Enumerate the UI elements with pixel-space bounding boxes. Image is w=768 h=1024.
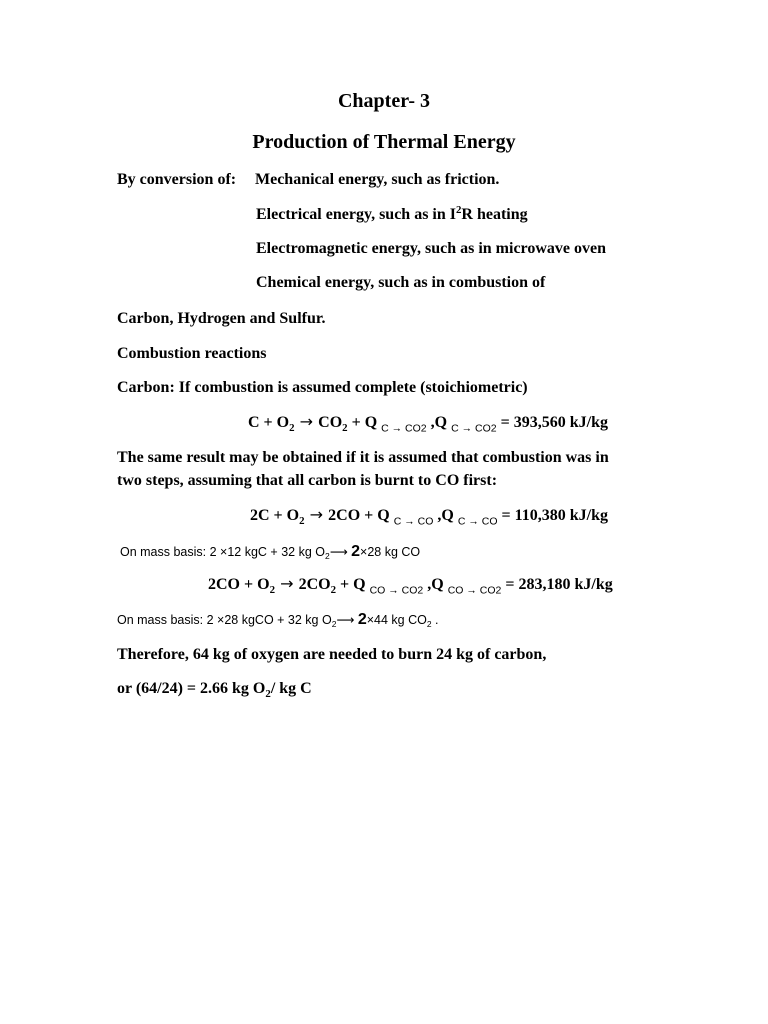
equation-1 xyxy=(248,412,608,433)
intro-electrical xyxy=(256,205,528,225)
conclusion-line-1: Therefore, 64 kg of oxygen are needed to burn 24 kg of carbon, xyxy=(117,646,547,663)
paragraph-2-line-1: The same result may be obtained if it is assumed that combustion was in xyxy=(117,449,609,466)
eq1-heat-subscript: C → CO2 xyxy=(381,422,427,435)
electrical-text: Electrical energy, such as in I xyxy=(256,206,456,223)
intro-chemical: Chemical energy, such as in combustion of xyxy=(256,274,546,291)
chapter-heading: Chapter- 3 xyxy=(337,90,431,112)
eq2-heat-subscript: C → CO xyxy=(393,515,434,528)
eq2-heat-symbol: ,Q xyxy=(433,507,458,524)
intro-lead: By conversion of: xyxy=(117,171,237,188)
mass-basis-2 xyxy=(117,610,439,630)
eq3-value: = 283,180 kJ/kg xyxy=(501,576,613,593)
eq1-heat: + Q xyxy=(347,414,382,431)
mass-basis-1 xyxy=(120,542,420,562)
eq2-value: = 110,380 kJ/kg xyxy=(497,507,608,524)
eq3-product: 2CO xyxy=(298,576,331,593)
eq1-value: = 393,560 kJ/kg xyxy=(496,414,608,431)
eq3-subscript: 2 xyxy=(269,583,275,596)
section-heading: Combustion reactions xyxy=(117,345,267,362)
eq3-heat-symbol-subscript: CO → CO2 xyxy=(447,584,502,597)
conclusion2-subscript: 2 xyxy=(265,687,271,700)
conclusion2-unit: / kg C xyxy=(270,680,312,697)
page-title: Production of Thermal Energy xyxy=(252,131,516,153)
eq2-product: 2CO + Q xyxy=(328,507,394,524)
eq2-subscript: 2 xyxy=(299,514,305,527)
eq2-heat-symbol-subscript: C → CO xyxy=(457,515,498,528)
paragraph-2-line-2: two steps, assuming that all carbon is burnt to CO first: xyxy=(117,472,498,489)
electrical-text-end: R heating xyxy=(461,206,528,223)
eq1-product: CO xyxy=(318,414,343,431)
mass2-arrow: ⟶ xyxy=(336,613,358,627)
carbon-text: If combustion is assumed complete (stoichiometric) xyxy=(174,379,528,396)
eq1-product-subscript: 2 xyxy=(342,421,348,434)
eq3-heat-symbol: ,Q xyxy=(423,576,448,593)
eq1-lhs: C + O xyxy=(248,414,290,431)
mass1-product: ×28 kg CO xyxy=(360,545,421,559)
mass2-subscript: 2 xyxy=(331,618,337,629)
conclusion-line-2 xyxy=(117,679,312,699)
mass2-product-subscript: 2 xyxy=(426,618,432,629)
mass2-product: ×44 kg CO xyxy=(366,613,427,627)
eq3-arrow: → xyxy=(275,574,299,593)
mass1-coefficient: 2 xyxy=(351,543,361,560)
eq3-heat: + Q xyxy=(336,576,370,593)
equation-3 xyxy=(208,574,613,595)
mass1-subscript: 2 xyxy=(324,550,330,561)
eq3-heat-subscript: CO → CO2 xyxy=(369,584,424,597)
carbon-paragraph xyxy=(117,378,528,398)
intro-elements: Carbon, Hydrogen and Sulfur. xyxy=(117,310,326,327)
mass1-text: On mass basis: 2 ×12 kgC + 32 kg O xyxy=(120,545,325,559)
mass1-arrow: ⟶ xyxy=(329,545,352,559)
mass2-text: On mass basis: 2 ×28 kgCO + 32 kg O xyxy=(117,613,332,627)
electrical-superscript: 2 xyxy=(455,204,462,217)
conclusion2-text: or (64/24) = 2.66 kg O xyxy=(117,680,266,697)
carbon-label: Carbon: xyxy=(117,379,175,396)
equation-2 xyxy=(250,505,608,526)
eq3-product-subscript: 2 xyxy=(330,583,337,596)
mass2-end: . xyxy=(431,613,439,627)
eq1-heat-symbol: ,Q xyxy=(426,414,452,431)
eq2-lhs: 2C + O xyxy=(250,507,300,524)
intro-electromagnetic: Electromagnetic energy, such as in microwave oven xyxy=(256,240,607,257)
eq1-heat-symbol-subscript: C → CO2 xyxy=(451,422,497,435)
eq2-arrow: → xyxy=(304,505,329,524)
intro-mechanical: Mechanical energy, such as friction. xyxy=(255,171,500,188)
eq3-lhs: 2CO + O xyxy=(208,576,270,593)
eq1-subscript: 2 xyxy=(289,421,295,434)
mass2-coefficient: 2 xyxy=(357,611,367,628)
eq1-arrow: → xyxy=(294,412,319,431)
